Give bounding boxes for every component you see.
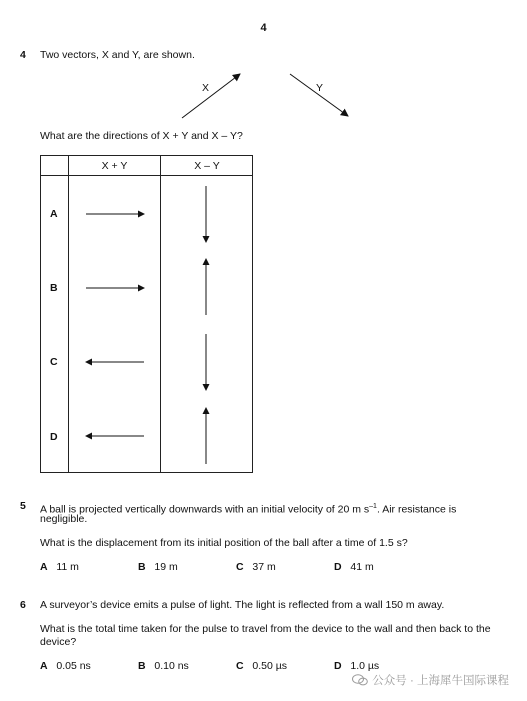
q6-option-d[interactable]: D 1.0 µs bbox=[334, 660, 380, 672]
watermark bbox=[352, 672, 509, 688]
wechat-icon bbox=[352, 674, 368, 686]
page-number: 4 bbox=[260, 22, 267, 34]
row-c-letter: C bbox=[50, 356, 58, 368]
row-a-letter: A bbox=[50, 208, 58, 220]
question-6-intro: A surveyor’s device emits a pulse of light. The light is reflected from a wall 150 m away. bbox=[40, 599, 445, 611]
question-6-line1: What is the total time taken for the pulse to travel from the device to the wall and then back to the bbox=[40, 623, 491, 635]
question-6-number: 6 bbox=[20, 599, 26, 611]
question-4-text: What are the directions of X + Y and X – Y? bbox=[40, 130, 243, 142]
vector-x-label: X bbox=[202, 82, 210, 94]
row-d-letter: D bbox=[50, 431, 58, 443]
question-5-line1: A ball is projected vertically downwards with an initial velocity of 20 m $s^{-1}$. Air resistance is bbox=[40, 503, 457, 516]
watermark-text: 公众号 · 上海犀牛国际课程 bbox=[372, 675, 509, 687]
question-6-line2: device? bbox=[40, 636, 77, 648]
vector-y-label: Y bbox=[316, 82, 324, 94]
vector-x-arrow bbox=[182, 74, 240, 118]
vector-y-arrow bbox=[290, 74, 348, 116]
q6-option-a[interactable]: A 0.05 ns bbox=[40, 660, 91, 672]
row-b-letter: B bbox=[50, 282, 58, 294]
question-5-number: 5 bbox=[20, 500, 26, 512]
col-header-diff: X – Y bbox=[194, 160, 220, 172]
question-5-text: What is the displacement from its initial position of the ball after a time of 1.5 s? bbox=[40, 537, 408, 549]
question-5-line2: negligible. bbox=[40, 513, 88, 525]
q5-option-a[interactable]: A 11 m bbox=[40, 561, 79, 573]
q5-option-c[interactable]: C 37 m bbox=[236, 561, 276, 573]
col-header-sum: X + Y bbox=[101, 160, 128, 172]
question-4-number: 4 bbox=[20, 49, 26, 61]
table-arrows bbox=[40, 155, 253, 473]
q5-option-b[interactable]: B 19 m bbox=[138, 561, 178, 573]
q5-option-d[interactable]: D 41 m bbox=[334, 561, 374, 573]
q6-option-b[interactable]: B 0.10 ns bbox=[138, 660, 189, 672]
q6-option-c[interactable]: C 0.50 µs bbox=[236, 660, 288, 672]
question-4-intro: Two vectors, X and Y, are shown. bbox=[40, 49, 195, 61]
vector-diagram bbox=[170, 66, 360, 126]
